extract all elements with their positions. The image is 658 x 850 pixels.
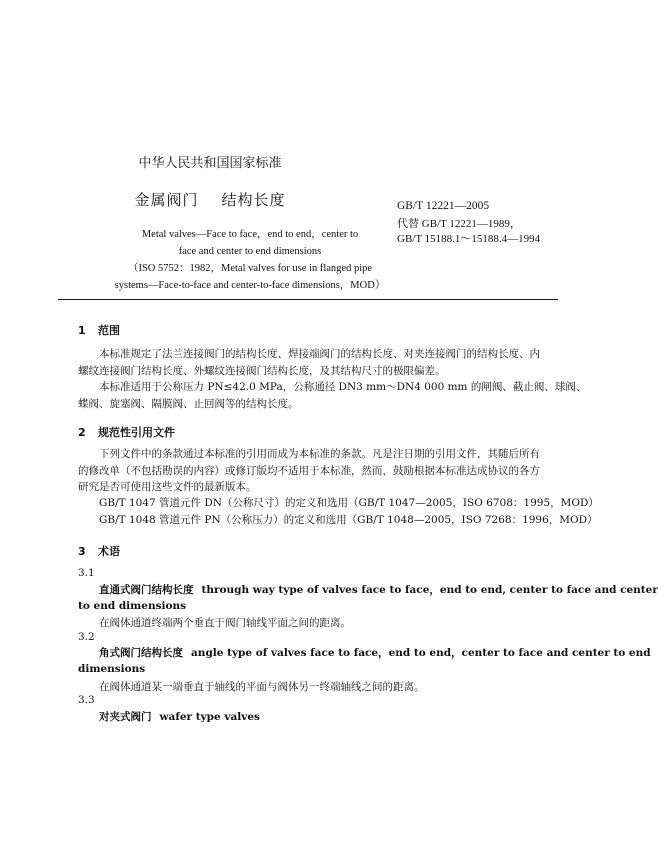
term-number: 3.2 <box>78 631 95 643</box>
section-number: 1 <box>78 324 86 337</box>
header-divider <box>58 299 558 300</box>
english-title <box>100 226 400 294</box>
paragraph-line: 蝶阀、旋塞阀、隔膜阀、止回阀等的结构长度。 <box>78 397 299 410</box>
term-number: 3.1 <box>78 567 95 579</box>
term-chinese: 对夹式阀门 <box>99 711 152 723</box>
term-chinese: 直通式阀门结构长度 <box>99 584 194 596</box>
term-english: through way type of valves face to face，end to end, center to face and center <box>201 584 658 596</box>
paragraph-line: 本标准规定了法兰连接阀门的结构长度、焊接端阀门的结构长度、对夹连接阀门的结构长度、内 <box>99 348 540 360</box>
reference-item: GB/T 1047 管道元件 DN（公称尺寸）的定义和选用（GB/T 1047—2005，ISO 6708：1995，MOD） <box>99 497 599 509</box>
paragraph-line: 下列文件中的条款通过本标准的引用而成为本标准的条款。凡是注日期的引用文件，其随后所有 <box>99 448 540 460</box>
replaces-line: 代替 GB/T 12221—1989， <box>397 217 521 230</box>
term-english: angle type of valves face to face，end to end，center to face and center to end <box>191 647 651 659</box>
document-title: 金属阀门 结构长度 <box>134 191 286 209</box>
reference-item: GB/T 1048 管道元件 PN（公称压力）的定义和选用（GB/T 1048—2005，ISO 7268：1996，MOD） <box>99 513 598 526</box>
term-entry <box>78 582 658 614</box>
english-title-line: systems—Face-to-face and center-to-face dimensions，MOD） <box>114 280 386 291</box>
english-title-line: Metal valves—Face to face，end to end，center to <box>141 229 359 240</box>
term-number: 3.3 <box>78 694 95 706</box>
paragraph-line: 的修改单（不包括勘误的内容）或修订版均不适用于本标准，然而，鼓励根据本标准达成协议的各方 <box>78 464 540 477</box>
term-entry <box>78 645 651 677</box>
term-definition: 在阀体通道某一端垂直于轴线的平面与阀体另一终端轴线之间的距离。 <box>99 681 425 693</box>
term-english: wafer type valves <box>159 711 260 723</box>
english-title-line: face and center to end dimensions <box>178 246 322 257</box>
term-chinese: 角式阀门结构长度 <box>99 647 183 659</box>
standard-number: GB/T 12221—2005 <box>397 200 490 212</box>
section-title: 范围 <box>98 324 120 337</box>
paragraph-line: 研究是否可使用这些文件的最新版本。 <box>78 481 257 493</box>
section-number: 2 <box>78 426 86 439</box>
term-english-continued: dimensions <box>78 663 146 675</box>
section-number: 3 <box>78 545 86 558</box>
reference-list <box>78 495 599 528</box>
section-heading <box>78 424 175 440</box>
standard-info <box>397 199 540 248</box>
paragraph <box>78 379 587 412</box>
section-heading <box>78 322 120 338</box>
section-heading <box>78 543 120 559</box>
term-english-continued: to end dimensions <box>78 600 187 612</box>
term-entry <box>78 709 562 725</box>
paragraph-line: 本标准适用于公称压力 PN≤42.0 MPa，公称通径 DN3 mm～DN4 000 mm 的闸阀、截止阀、球阀、 <box>99 381 587 393</box>
paragraph <box>78 346 562 379</box>
paragraph <box>78 446 562 496</box>
section-title: 术语 <box>98 545 120 558</box>
replaces-line: GB/T 15188.1～15188.4—1994 <box>397 233 541 245</box>
paragraph-line: 螺纹连接阀门结构长度、外螺纹连接阀门结构长度，及其结构尺寸的极限偏差。 <box>78 364 446 377</box>
term-definition: 在阀体通道终端两个垂直于阀门轴线平面之间的距离。 <box>99 617 351 629</box>
national-standard-title: 中华人民共和国国家标准 <box>138 156 282 171</box>
english-title-line: （ISO 5752：1982，Metal valves for use in flanged pipe <box>127 263 373 274</box>
section-title: 规范性引用文件 <box>98 426 175 439</box>
